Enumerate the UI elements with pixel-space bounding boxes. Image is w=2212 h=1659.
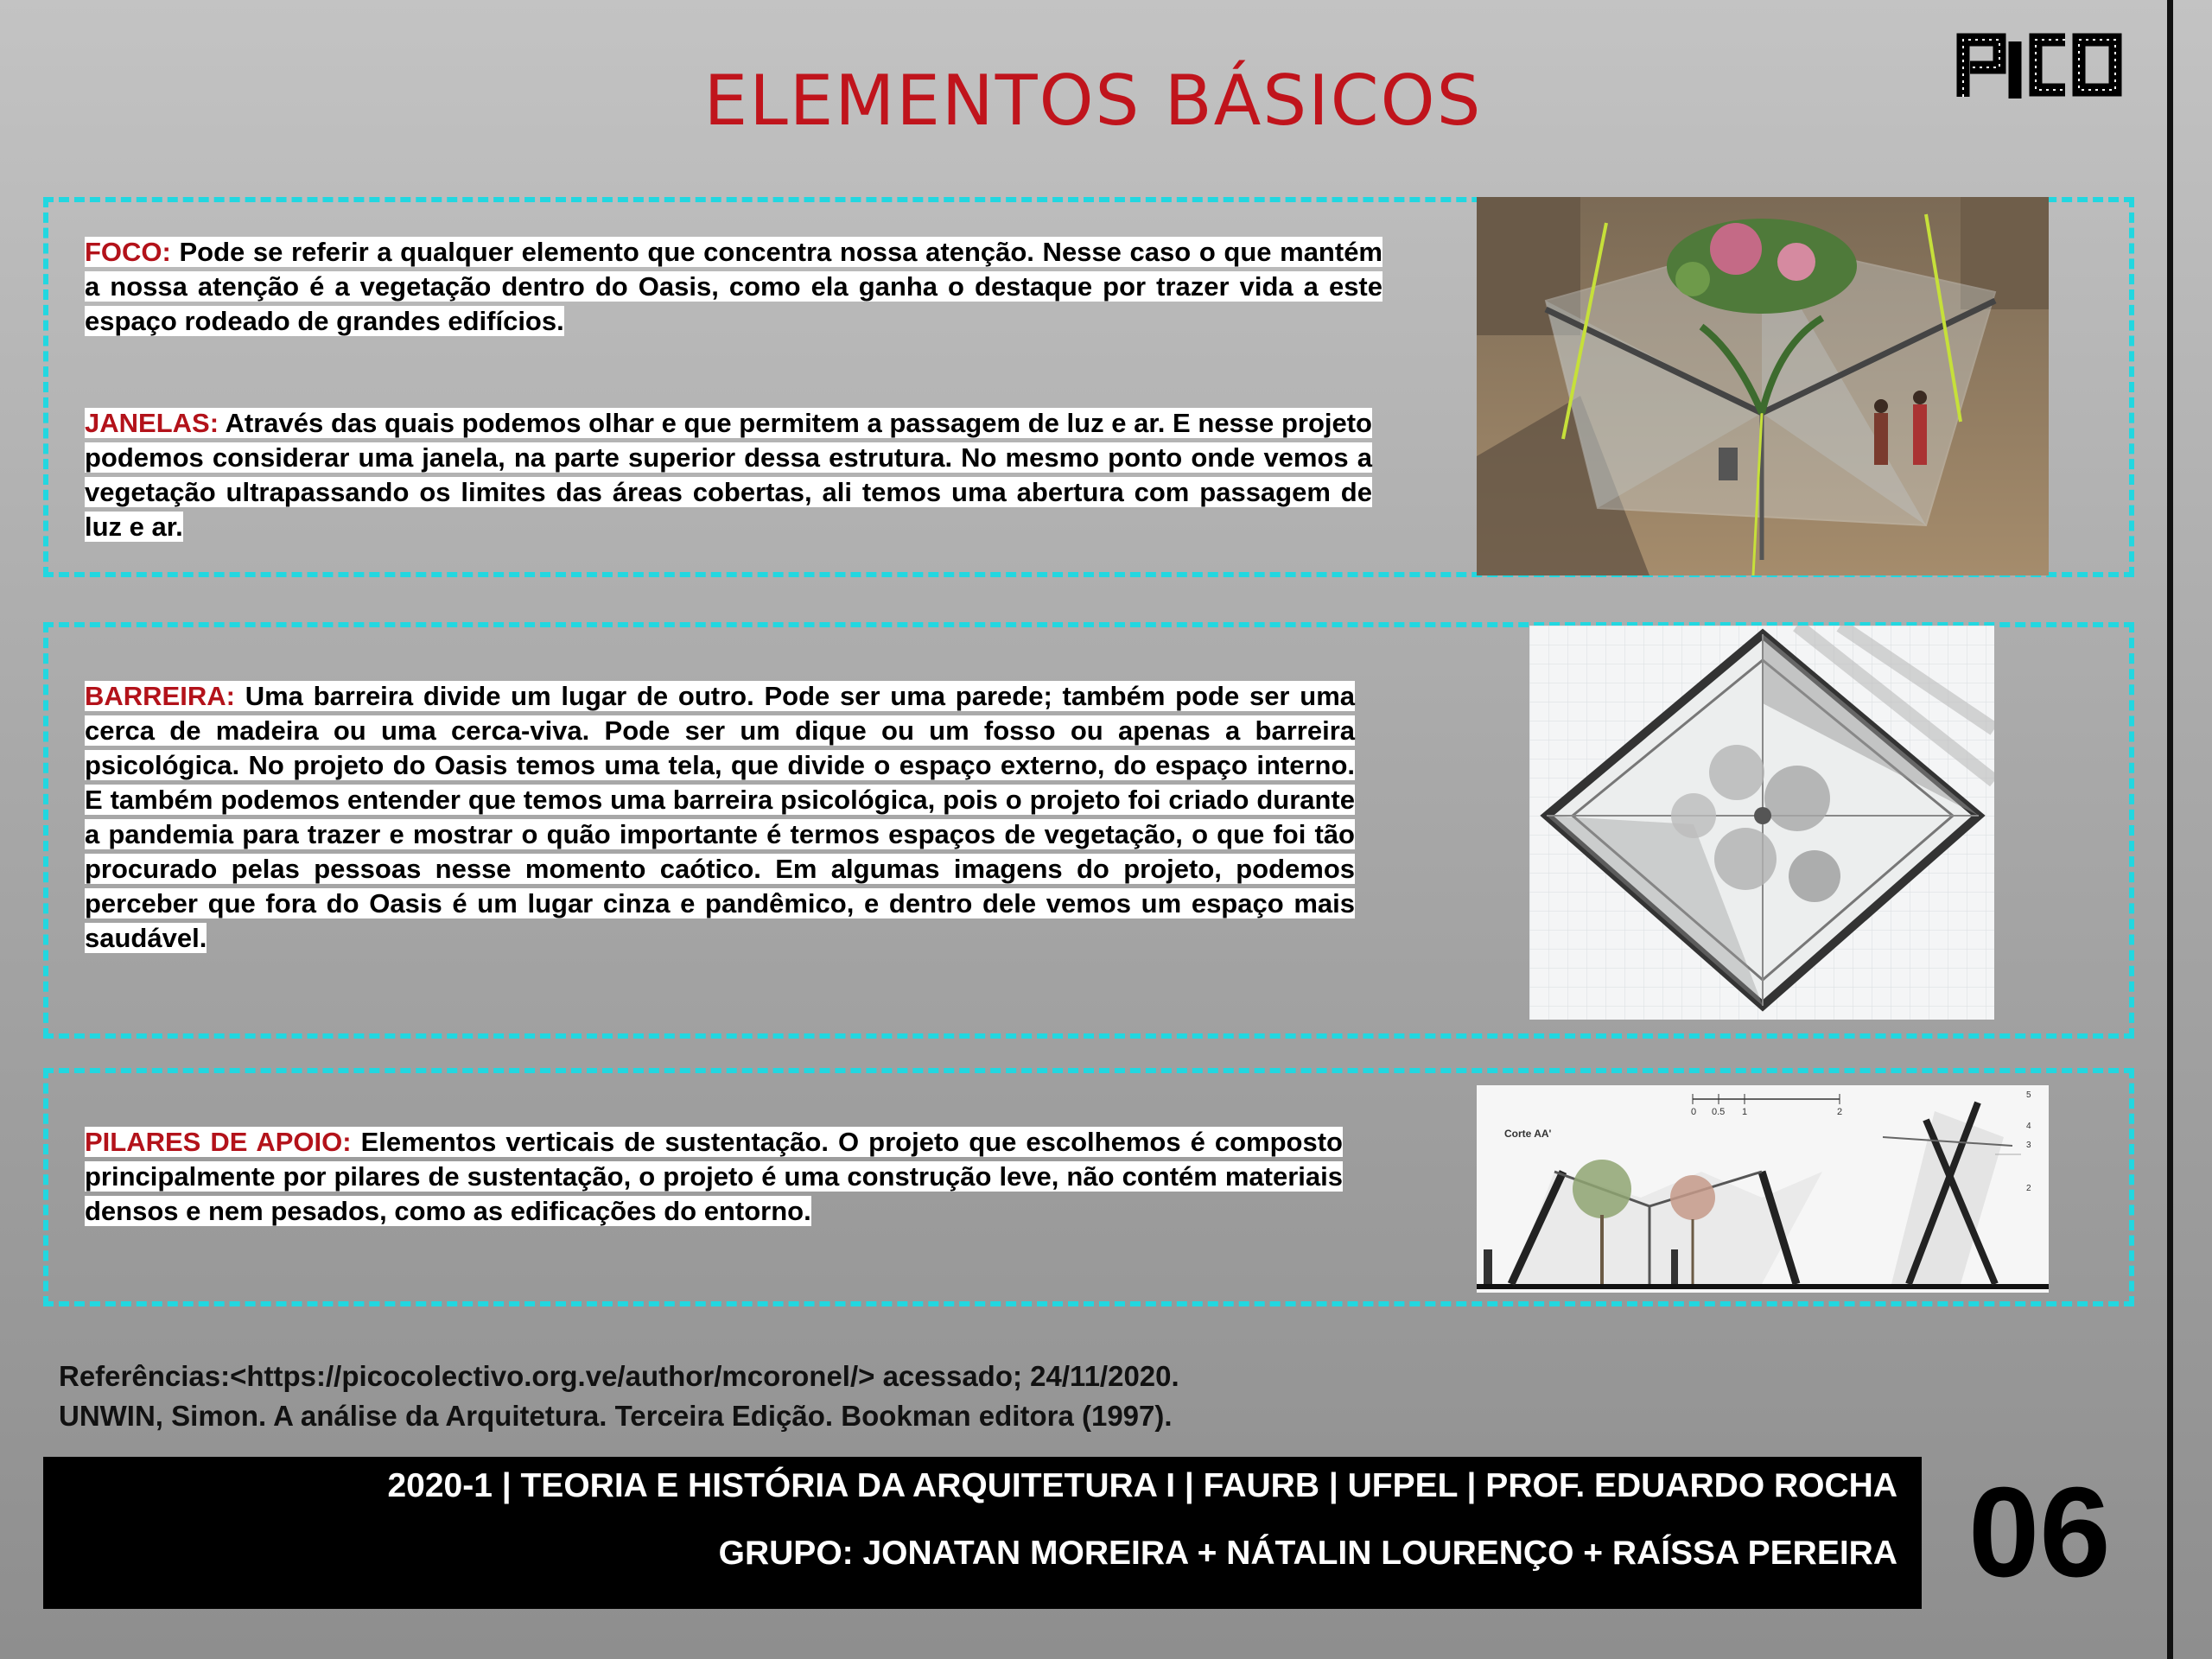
level-label-3: 3 (2026, 1141, 2031, 1150)
page-title: ELEMENTOS BÁSICOS (703, 60, 1483, 141)
barreira-heading: BARREIRA: (85, 681, 235, 711)
level-label-5: 5 (2026, 1090, 2031, 1100)
footer-bar (43, 1457, 1922, 1609)
oasis-plan-drawing (1529, 626, 1994, 1020)
barreira-text: Uma barreira divide um lugar de outro. Pode ser uma parede; também pode ser uma cerca de madeira ou uma cerca-viva. Pode ser um dique ou um fosso ou apenas a barreira psicológica. No projeto do Oasis temos uma tela, que divide o espaço externo, do espaço interno. E também podemos entender que temos uma barreira psicológica, pois o projeto foi criado durante a pandemia para trazer e mostrar o quão importante é termos espaços de vegetação, o que foi tão procurado pelas pessoas nesse momento caótico. Em algumas imagens do projeto, podemos perceber que fora do Oasis é um lugar cinza e pandêmico, e dentro dele vemos um espaço mais saudável. (85, 681, 1355, 953)
scale-label-0: 0 (1691, 1107, 1697, 1117)
reference-line-2: UNWIN, Simon. A análise da Arquitetura. Terceira Edição. Bookman editora (1997). (59, 1400, 1173, 1432)
footer-group-line: GRUPO: JONATAN MOREIRA + NÁTALIN LOURENÇO + RAÍSSA PEREIRA (718, 1535, 1897, 1572)
level-label-4: 4 (2026, 1122, 2031, 1131)
janelas-heading: JANELAS: (85, 408, 219, 438)
oasis-perspective-render (1477, 197, 2049, 575)
reference-line-1: Referências:<https://picocolectivo.org.ve/author/mcoronel/> acessado; 24/11/2020. (59, 1360, 1179, 1392)
page-number: 06 (1968, 1461, 2111, 1604)
level-label-2: 2 (2026, 1184, 2031, 1193)
janelas-paragraph (85, 406, 1372, 544)
foco-heading: FOCO: (85, 237, 171, 267)
foco-text: Pode se referir a qualquer elemento que concentra nossa atenção. Nesse caso o que mantém a nossa atenção é a vegetação dentro do Oasis, como ela ganha o destaque por trazer vida a este espaço rodeado de grandes edifícios. (85, 237, 1382, 336)
right-edge-rule (2167, 0, 2173, 1659)
scale-label-1: 1 (1742, 1107, 1748, 1117)
pilares-text: Elementos verticais de sustentação. O projeto que escolhemos é composto principalmente por pilares de sustentação, o projeto é uma construção leve, não contém materiais densos e nem pesados, como as edificações do entorno. (85, 1127, 1343, 1226)
barreira-paragraph (85, 679, 1355, 956)
foco-paragraph (85, 235, 1382, 339)
janelas-text: Através das quais podemos olhar e que permitem a passagem de luz e ar. E nesse projeto podemos considerar uma janela, na parte superior dessa estrutura. No mesmo ponto onde vemos a vegetação ultrapassando os limites das áreas cobertas, ali temos uma abertura com passagem de luz e ar. (85, 408, 1372, 542)
pilares-heading: PILARES DE APOIO: (85, 1127, 352, 1157)
section-label: Corte AA' (1504, 1128, 1552, 1140)
scale-label-2: 2 (1837, 1107, 1843, 1117)
scale-label-05: 0.5 (1712, 1107, 1726, 1117)
footer-course-line: 2020-1 | TEORIA E HISTÓRIA DA ARQUITETURA I | FAURB | UFPEL | PROF. EDUARDO ROCHA (387, 1467, 1897, 1504)
pilares-paragraph (85, 1125, 1343, 1229)
oasis-section-drawing (1477, 1085, 2049, 1293)
references (59, 1357, 1179, 1436)
